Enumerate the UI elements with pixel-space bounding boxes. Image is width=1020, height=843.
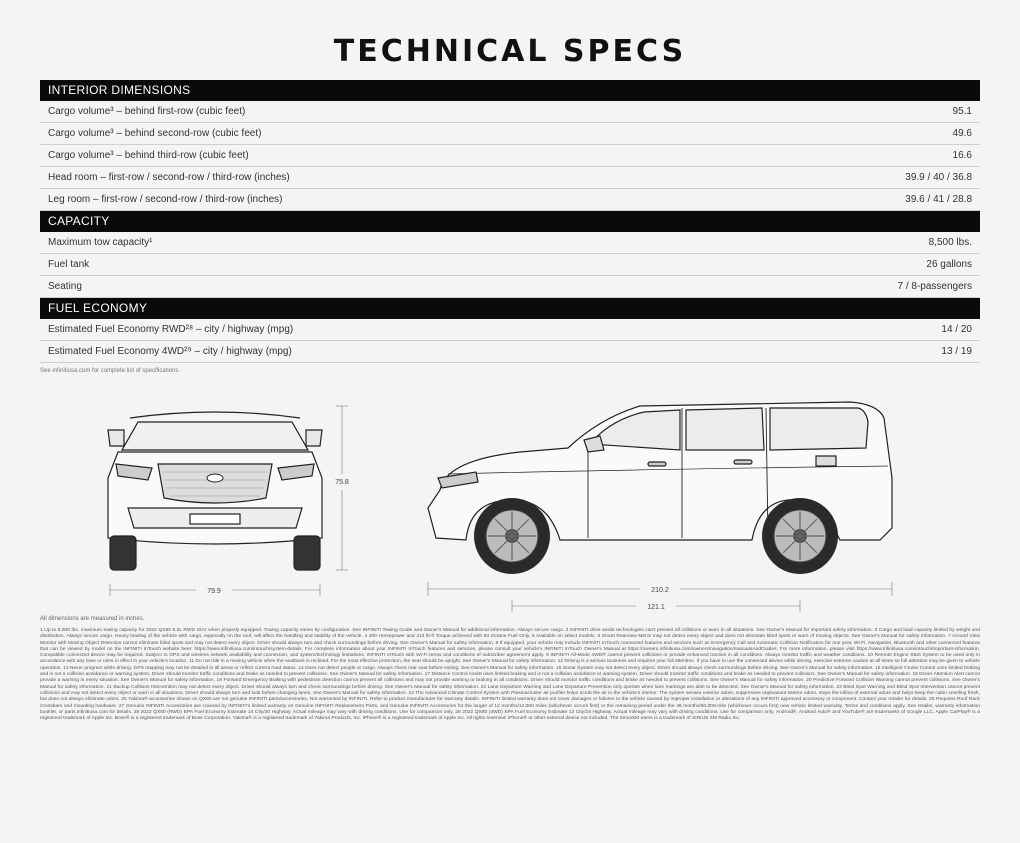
- spec-label: Seating: [48, 281, 82, 292]
- spec-row: [40, 319, 980, 341]
- dimensions-note: All dimensions are measured in inches.: [40, 616, 145, 622]
- spec-row: [40, 341, 980, 363]
- section-heading: INTERIOR DIMENSIONS: [40, 80, 980, 101]
- spec-row: [40, 167, 980, 189]
- section-capacity: [40, 211, 980, 298]
- spec-value: 13 / 19: [941, 346, 972, 357]
- spec-label: Leg room – first-row / second-row / third-row (inches): [48, 194, 283, 205]
- spec-value: 49.6: [952, 128, 972, 139]
- section-fuel-economy: [40, 298, 980, 363]
- page-title: TECHNICAL SPECS: [333, 34, 687, 69]
- spec-row: [40, 101, 980, 123]
- spec-value: 14 / 20: [941, 324, 972, 335]
- spec-label: Cargo volume³ – behind first-row (cubic feet): [48, 106, 246, 117]
- section-heading: CAPACITY: [40, 211, 980, 232]
- spec-label: Maximum tow capacity¹: [48, 237, 153, 248]
- wheelbase-dimension: 121.1: [647, 604, 665, 611]
- footnotes: 1 Up to 8,500 lbs. maximum towing capacity for 2022 QX80 5.6L RWD SUV when properly equipped. Towing capacity varies by configuration. See INFINITI Towing Guide and Owner's Manual for additional information. Always secure cargo. 2 INFINITI drive assist technologies can't prevent all collisions or warn in all situations. See Owner's Manual for important safety information. 3 Cargo and load capacity limited by weight and distribution. Always secure cargo. Heavy loading of the vehicle with cargo, especially on the roof, will affect the handling and stability of the vehicle. 4 400 Horsepower and 413 lb-ft Torque achieved with 93 Octane Fuel Only. 5 Available on select models. 6 Smart Rearview Mirror may not detect every object and does not eliminate blind spots or warn of moving objects. See Owner's Manual for safety information. 7 Around View Monitor with Moving Object Detection cannot eliminate blind spots and may not detect every object. Driver should always turn and check surroundings before driving. See Owner's Manual for safety information. 8 If equipped, your vehicle may include INFINITI InTouch connected features and services such as Emergency Call and Automatic Collision Notification for one year, Wi-Fi, Navigation, Bluetooth and other connected features that can be viewed by model on the INFINITI InTouch website here: https://www.infinitiusa.com/intouch/system-details. For complete information about your INFINITI InTouch features and services, please consult your vehicle's INFINITI InTouch Owner's Manual at https://owners.infinitiusa.com/iowners/navigation/manualsAndGuides. For more information, please visit https://www.infinitiusa.com/intouch/important-information. Compatible connected device may be required. Subject to GPS and wireless network availability and connection, and system/technology limitations. INFINITI InTouch with Wi-Fi terms and conditions of subscriber agreement apply. 9 INFINITI All-Mode 4WD® cannot prevent collisions or provide enhanced traction in all conditions. Always monitor traffic and weather conditions. 10 Remote Engine Start System to be used only in accordance with any laws or rules in effect in your vehicle's location. 11 Do not ride in a moving vehicle when the seatback is reclined. For the most effective protection, the seat should be upright. See Owner's Manual for safety information. 12 Driving is a serious business and requires your full attention. If you have to use the connected device while driving, exercise extreme caution at all times so full attention may be given to vehicle operation. 13 Never program while driving. GPS mapping may not be detailed in all areas or reflect current road status. 14 Does not detect people or cargo. Always check rear seat before exiting. See Owner's Manual for safety information. 15 Sonar System may not detect every object. Driver should always check surroundings before driving. See Owner's Manual for safety information. 16 Intelligent Cruise Control uses limited braking and is not a collision avoidance or warning system. Driver should monitor traffic conditions and brake as needed to prevent collisions. See Owner's Manual for safety information. 17 Distance Control Assist uses limited braking and is not a collision avoidance or warning system. Driver should monitor traffic conditions and brake as needed to prevent collisions. See Owner's Manual for safety information. 18 Driver Attention Alert cannot provide a warning in every situation. See Owner's Manual for safety information. 19 Forward Emergency Braking with pedestrian detection cannot prevent all collisions and may not provide warning or braking in all conditions. Driver should monitor traffic conditions and brake as needed to prevent collisions. See Owner's Manual for safety information. 20 Predictive Forward Collision Warning cannot prevent collisions. See Owner's Manual for safety information. 21 Backup Collision Intervention may not detect every object. Driver should always turn and check surroundings before driving. See Owner's Manual for safety information. 22 Lane Departure Warning and Lane Departure Prevention only operate when lane markings are able to be detected. See Owner's Manual for safety information. 23 Blind Spot Warning and Blind Spot Intervention cannot prevent collisions and may not detect every object or warn in all situations. Driver should always turn and look before changing lanes. See Owner's Manual for safety information. 24 The Advanced Climate Control System with Plasmacluster air purifier helps scrub the air in the vehicle's interior. The system senses exterior odors, suppresses unpleasant interior odors, stops the inflow of external odors and helps keep the cabin smelling fresh, but does not always eliminate odors. 25 Yakima® accessories shown on QX80 are not genuine INFINITI parts/accessories. Not warranted by INFINITI. Refer to product manufacturer for warranty details. INFINITI limited warranty does not cover damages or failures to the vehicle caused by improper installation or alterations of any INFINITI approved accessory or component. Contact your retailer for details. 26 Requires Roof Rack Crossbars and mounting hardware. 27 Genuine INFINITI Accessories are covered by INFINITI's limited warranty on Genuine INFINITI Replacement Parts, and Genuine INFINITI Accessories for the longer of 12 months/12,000 miles (whichever occurs first) or the remaining period under the 48 months/60,000-mile (whichever occurs first) new vehicle limited warranty. Terms and conditions apply. See retailer, warranty information booklet, or parts.infinitiusa.com for details. 28 2022 QX80 (RWD) EPA Fuel Economy Estimate 14 City/20 Highway. Actual mileage may vary with driving conditions. Use for comparison only. 29 2022 QX80 (4WD) EPA Fuel Economy Estimate 13 City/19 Highway. Actual mileage may vary with driving conditions. Use for comparison only. Android®, Android Auto® and YouTube® are trademarks of Google LLC. Apple CarPlay® is a registered trademark of Apple Inc. Bose® is a registered trademark of Bose Corporation. Yakima® is a registered trademark of Yakima Products, Inc. iPhone® is a registered trademark of Apple Inc. All rights reserved. iPhone® or other external device not included. The SiriusXM name is a trademark of SIRIUS XM Radio Inc.: [40, 628, 980, 722]
- spec-label: Cargo volume³ – behind third-row (cubic feet): [48, 150, 249, 161]
- spec-value: 95.1: [952, 106, 972, 117]
- spec-row: [40, 232, 980, 254]
- spec-row: [40, 276, 980, 298]
- spec-value: 39.9 / 40 / 36.8: [905, 172, 972, 183]
- spec-value: 16.6: [952, 150, 972, 161]
- section-heading: FUEL ECONOMY: [40, 298, 980, 319]
- section-interior-dimensions: [40, 80, 980, 211]
- spec-label: Cargo volume³ – behind second-row (cubic feet): [48, 128, 262, 139]
- spec-value: 26 gallons: [926, 259, 972, 270]
- front-view-drawing: [108, 412, 322, 570]
- spec-label: Fuel tank: [48, 259, 90, 270]
- spec-row: [40, 123, 980, 145]
- spec-label: Estimated Fuel Economy 4WD²⁹ – city / highway (mpg): [48, 346, 292, 357]
- height-dimension: 75.8: [335, 479, 349, 486]
- spec-label: Estimated Fuel Economy RWD²⁸ – city / highway (mpg): [48, 324, 294, 335]
- width-dimension: 79.9: [207, 588, 221, 595]
- spec-row: [40, 254, 980, 276]
- specs-table: [40, 80, 980, 363]
- spec-value: 7 / 8-passengers: [897, 281, 972, 292]
- spec-label: Head room – first-row / second-row / third-row (inches): [48, 172, 290, 183]
- spec-row: [40, 145, 980, 167]
- spec-value: 8,500 lbs.: [928, 237, 972, 248]
- specs-note: See infinitiusa.com for complete list of specifications.: [40, 368, 181, 374]
- vehicle-drawings: [0, 378, 1020, 618]
- spec-row: [40, 189, 980, 211]
- length-dimension: 210.2: [651, 587, 669, 594]
- spec-value: 39.6 / 41 / 28.8: [905, 194, 972, 205]
